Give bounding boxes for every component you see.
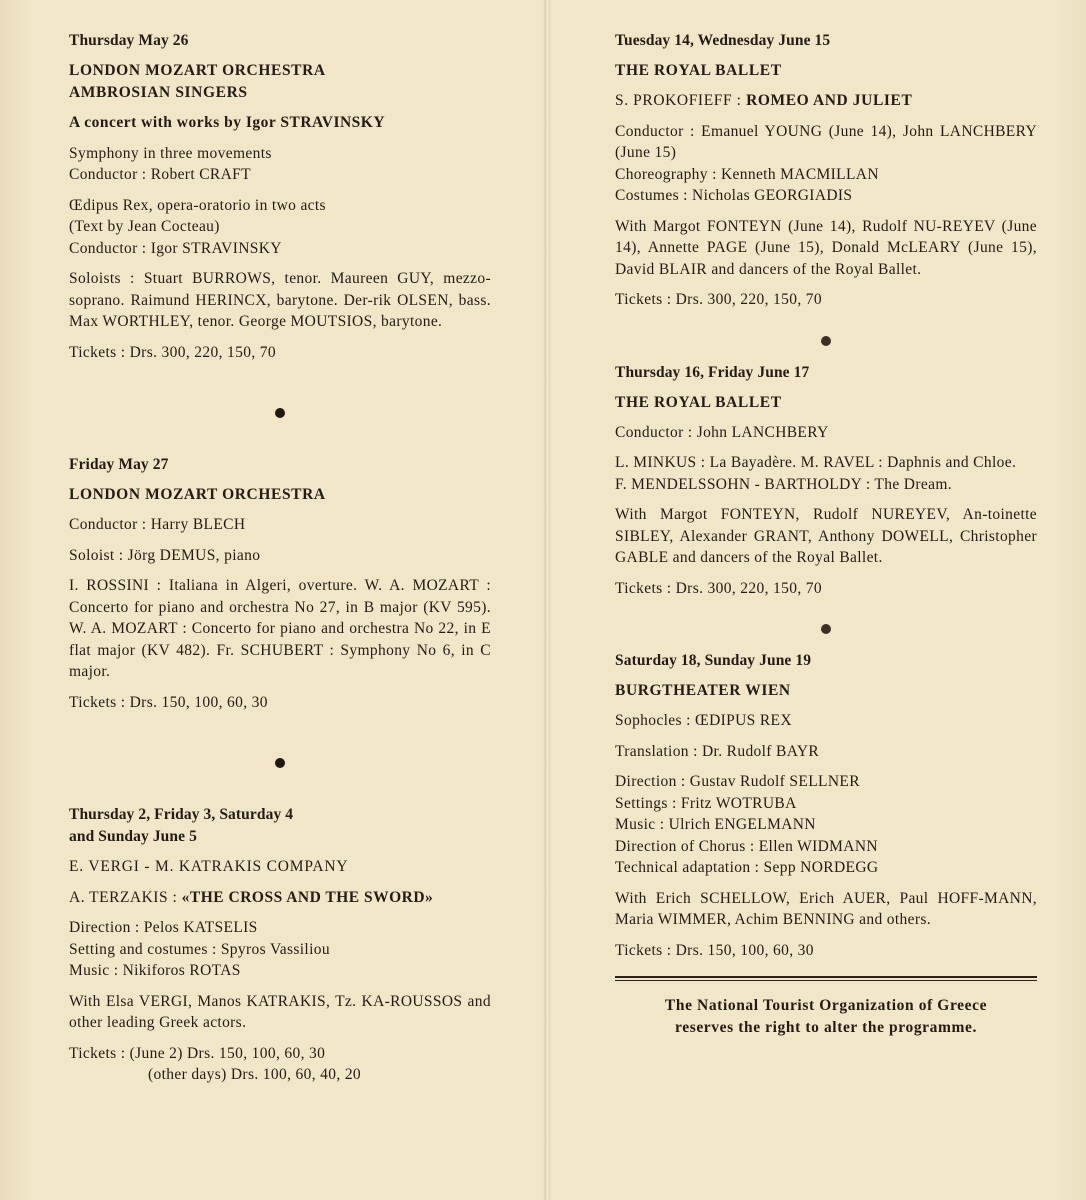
- work-title: ROMEO AND JULIET: [746, 92, 913, 109]
- company: E. VERGI - M. KATRAKIS COMPANY: [69, 858, 349, 875]
- event-ensemble: BURGTHEATER WIEN: [615, 682, 791, 699]
- separator-bullet: [821, 336, 831, 346]
- credit-line: Settings : Fritz WOTRUBA: [615, 794, 797, 812]
- work-line: Conductor : Igor STRAVINSKY: [69, 239, 282, 257]
- page-fold: [543, 0, 551, 1200]
- cast: With Margot FONTEYN, Rudolf NUREYEV, An-toinette SIBLEY, Alexander GRANT, Anthony DOWELL, Christopher GABLE and dancers of the Royal Ballet.: [615, 506, 1037, 566]
- credits: [615, 121, 1037, 207]
- work-line: Symphony in three movements: [69, 144, 272, 162]
- event-date: Friday May 27: [69, 456, 169, 473]
- ensemble-line: AMBROSIAN SINGERS: [69, 84, 248, 101]
- credit-line: Music : Nikiforos ROTAS: [69, 962, 241, 979]
- event-date: Thursday May 26: [69, 32, 189, 49]
- work-line: Conductor : Robert CRAFT: [69, 166, 251, 183]
- cast: With Elsa VERGI, Manos KATRAKIS, Tz. KA-ROUSSOS and other leading Greek actors.: [69, 992, 491, 1031]
- play: [69, 887, 491, 909]
- date-line: Thursday 2, Friday 3, Saturday 4: [69, 806, 294, 823]
- tickets: Tickets : Drs. 150, 100, 60, 30: [69, 693, 268, 711]
- event-june-2-5: [69, 804, 491, 1086]
- program-line: F. MENDELSSOHN - BARTHOLDY : The Dream.: [615, 475, 952, 493]
- separator-bullet: [275, 758, 285, 768]
- notice-line: reserves the right to alter the programme.: [675, 1019, 977, 1036]
- credit-line: Music : Ulrich ENGELMANN: [615, 816, 816, 833]
- play-title: «THE CROSS AND THE SWORD»: [181, 888, 434, 906]
- tickets: Tickets : Drs. 300, 220, 150, 70: [615, 579, 822, 597]
- cast: With Erich SCHELLOW, Erich AUER, Paul HOFF-MANN, Maria WIMMER, Achim BENNING and others.: [615, 889, 1037, 928]
- work-line: Œdipus Rex, opera-oratorio in two acts: [69, 196, 326, 214]
- work-block: [69, 195, 491, 260]
- event-subtitle: A concert with works by Igor STRAVINSKY: [69, 114, 386, 131]
- tickets: Tickets : Drs. 150, 100, 60, 30: [615, 941, 814, 959]
- tickets: [69, 1043, 491, 1086]
- event-ensemble: THE ROYAL BALLET: [615, 62, 782, 79]
- costumes: Costumes : Nicholas GEORGIADIS: [615, 187, 853, 204]
- program-line: L. MINKUS : La Bayadère. M. RAVEL : Daphnis and Chloe.: [615, 454, 1017, 471]
- program: [615, 452, 1037, 495]
- translation: Translation : Dr. Rudolf BAYR: [615, 742, 820, 760]
- programme-notice: [615, 995, 1037, 1039]
- event-date: Tuesday 14, Wednesday June 15: [615, 32, 831, 49]
- tickets-line: (other days) Drs. 100, 60, 40, 20: [148, 1066, 362, 1083]
- credits: [615, 771, 1037, 879]
- author: Sophocles : ŒDIPUS REX: [615, 712, 792, 729]
- tickets-line: Tickets : (June 2) Drs. 150, 100, 60, 30: [69, 1044, 326, 1062]
- program: I. ROSSINI : Italiana in Algeri, overture. W. A. MOZART : Concerto for piano and orchestra No 27, in B major (KV 595). W. A. MOZART : Concerto for piano and orchestra No 22, in E flat major (KV 482). Fr. SCHUBERT : Symphony No 6, in C major.: [69, 577, 491, 680]
- credit-line: Setting and costumes : Spyros Vassiliou: [69, 940, 330, 958]
- credit-line: Direction : Pelos KATSELIS: [69, 919, 258, 936]
- event-ensemble: THE ROYAL BALLET: [615, 393, 782, 411]
- date-line: and Sunday June 5: [69, 828, 197, 845]
- event-date: Thursday 16, Friday June 17: [615, 363, 810, 381]
- credit-line: Direction of Chorus : Ellen WIDMANN: [615, 837, 878, 855]
- event-may-27: [69, 454, 491, 713]
- event-date: Saturday 18, Sunday June 19: [615, 652, 812, 669]
- credits: [69, 917, 491, 982]
- cast: With Margot FONTEYN (June 14), Rudolf NU-REYEV (June 14), Annette PAGE (June 15), Donald McLEARY (June 15), David BLAIR and dancers of the Royal Ballet.: [615, 217, 1037, 278]
- work-block: [69, 143, 491, 186]
- event-june-16-17: [615, 362, 1037, 600]
- right-column: [615, 30, 1037, 1039]
- left-column: [69, 30, 491, 1095]
- ensemble-line: LONDON MOZART ORCHESTRA: [69, 62, 326, 79]
- work-composer: S. PROKOFIEFF :: [615, 92, 747, 109]
- event-ensemble: [69, 60, 491, 104]
- conductor: Conductor : Harry BLECH: [69, 516, 246, 533]
- tickets: Tickets : Drs. 300, 220, 150, 70: [69, 343, 276, 361]
- event-ensemble: LONDON MOZART ORCHESTRA: [69, 486, 326, 503]
- credit-line: Direction : Gustav Rudolf SELLNER: [615, 773, 860, 790]
- event-date: [69, 804, 491, 848]
- work-line: (Text by Jean Cocteau): [69, 218, 220, 235]
- soloists: Soloists : Stuart BURROWS, tenor. Maureen GUY, mezzo-soprano. Raimund HERINCX, barytone. Der-rik OLSEN, bass. Max WORTHLEY, tenor. George MOUTSIOS, barytone.: [69, 270, 491, 330]
- separator-bullet: [821, 624, 831, 634]
- work: [615, 90, 1037, 112]
- conductor: Conductor : John LANCHBERY: [615, 423, 829, 441]
- choreography: Choreography : Kenneth MACMILLAN: [615, 165, 879, 183]
- double-rule-divider: [615, 976, 1037, 981]
- soloist: Soloist : Jörg DEMUS, piano: [69, 546, 261, 564]
- play-author: A. TERZAKIS :: [69, 888, 182, 906]
- tickets: Tickets : Drs. 300, 220, 150, 70: [615, 291, 822, 308]
- event-june-14-15: [615, 30, 1037, 311]
- conductor: Conductor : Emanuel YOUNG (June 14), John LANCHBERY (June 15): [615, 122, 1037, 161]
- event-june-18-19: [615, 650, 1037, 961]
- credit-line: Technical adaptation : Sepp NORDEGG: [615, 859, 879, 876]
- notice-line: The National Tourist Organization of Greece: [664, 997, 988, 1014]
- separator-bullet: [275, 408, 285, 418]
- event-may-26: [69, 30, 491, 363]
